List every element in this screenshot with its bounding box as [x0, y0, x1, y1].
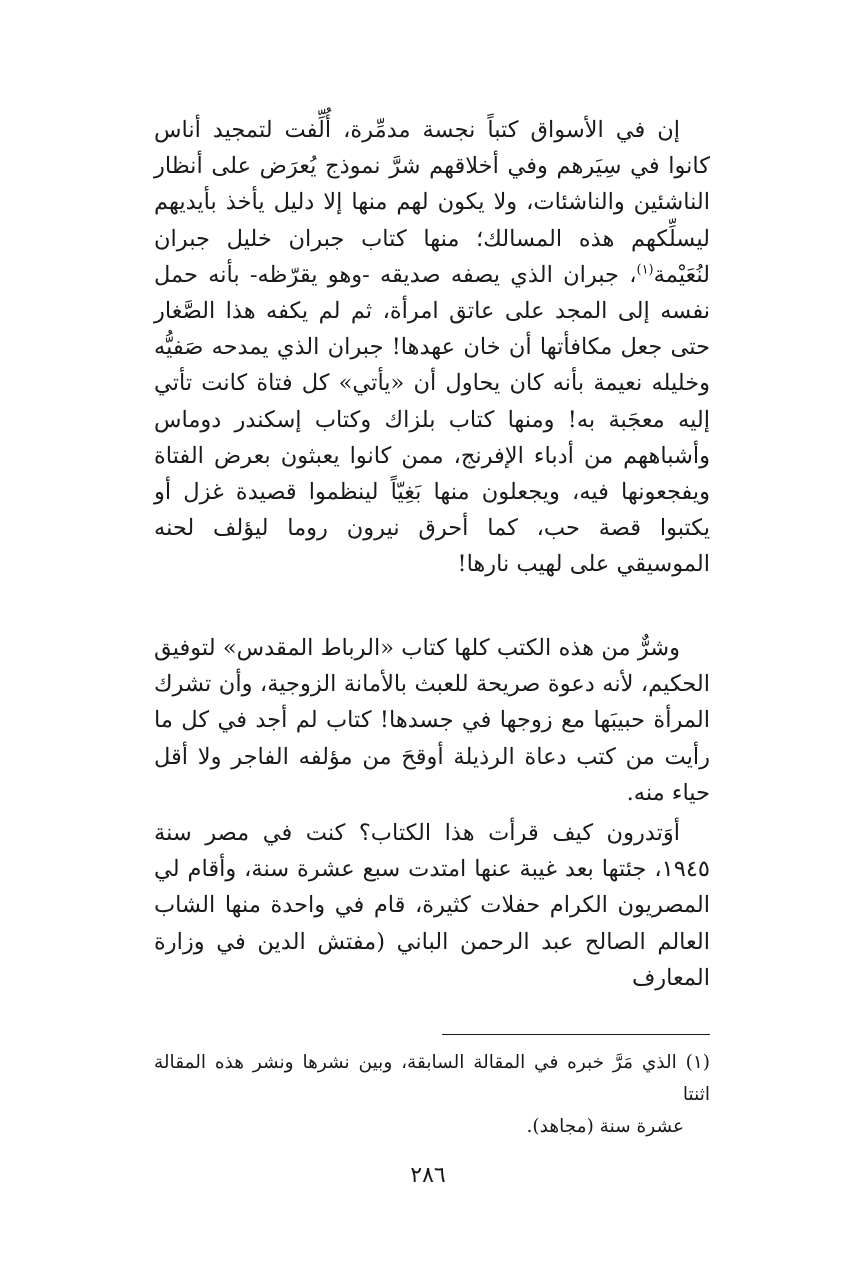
footnote-reference[interactable]: (١) [636, 262, 654, 278]
footnote-line-2: عشرة سنة (مجاهد). [526, 1116, 684, 1137]
footnote-separator [442, 1034, 710, 1035]
paragraph-3: أوَتدرون كيف قرأت هذا الكتاب؟ كنت في مصر سنة ١٩٤٥، جئتها بعد غيبة عنها امتدت سبع عشرة سنة، وأقام لي المصريون الكرام حفلات كثيرة، قام في واحدة منها الشاب العالم الصالح عبد الرحمن الباني (مفتش الدين في وزارة المعارف [154, 820, 710, 991]
paragraph-1-text: إن في الأسواق كتباً نجسة مدمِّرة، أُلِّفت لتمجيد أناس كانوا في سِيَرهم وفي أخلاقهم شرَّ نموذج يُعرَض على أنظار الناشئين والناشئات، ولا يكون لهم منها إلا دليل يأخذ بأيديهم ليسلِّكهم هذه المسالك؛ منها كتاب جبران خليل جبران لنُعَيْمة [154, 117, 710, 288]
paragraph-1 [154, 112, 710, 583]
paragraph-2: وشرٌّ من هذه الكتب كلها كتاب «الرباط المقدس» لتوفيق الحكيم، لأنه دعوة صريحة للعبث بالأمانة الزوجية، وأن تشرك المرأة حبيبَها مع زوجها في جسدها! كتاب لم أجد في كل ما رأيت من كتب دعاة الرذيلة أوقحَ من مؤلفه الفاجر ولا أقل حياء منه. [154, 635, 710, 806]
page-number: ٢٨٦ [410, 1163, 446, 1188]
footnote-line-1: الذي مَرَّ خبره في المقالة السابقة، وبين نشرها ونشر هذه المقالة اثنتا [154, 1052, 710, 1105]
footnote [154, 1047, 710, 1143]
paragraph-1-continuation: ، جبران الذي يصفه صديقه -وهو يقرّظه- بأنه حمل نفسه إلى المجد على عاتق امرأة، ثم لم يكفه هذا الصَّغار حتى جعل مكافأتها أن خان عهدها! جبران الذي يمدحه صَفيُّه وخليله نعيمة بأنه كان يحاول أن «يأتي» كل فتاة كانت تأتي إليه معجَبة به! ومنها كتاب بلزاك وكتاب إسكندر دوماس وأشباههم من أدباء الإفرنج، ممن كانوا يعبثون بعرض الفتاة ويفجعونها فيه، ويجعلون منها بَغِيّاً لينظموا قصيدة غزل أو يكتبوا قصة حب، كما أحرق نيرون روما ليؤلف لحنه الموسيقي على لهيب نارها! [154, 261, 710, 578]
footnote-number: (١) [685, 1052, 710, 1073]
